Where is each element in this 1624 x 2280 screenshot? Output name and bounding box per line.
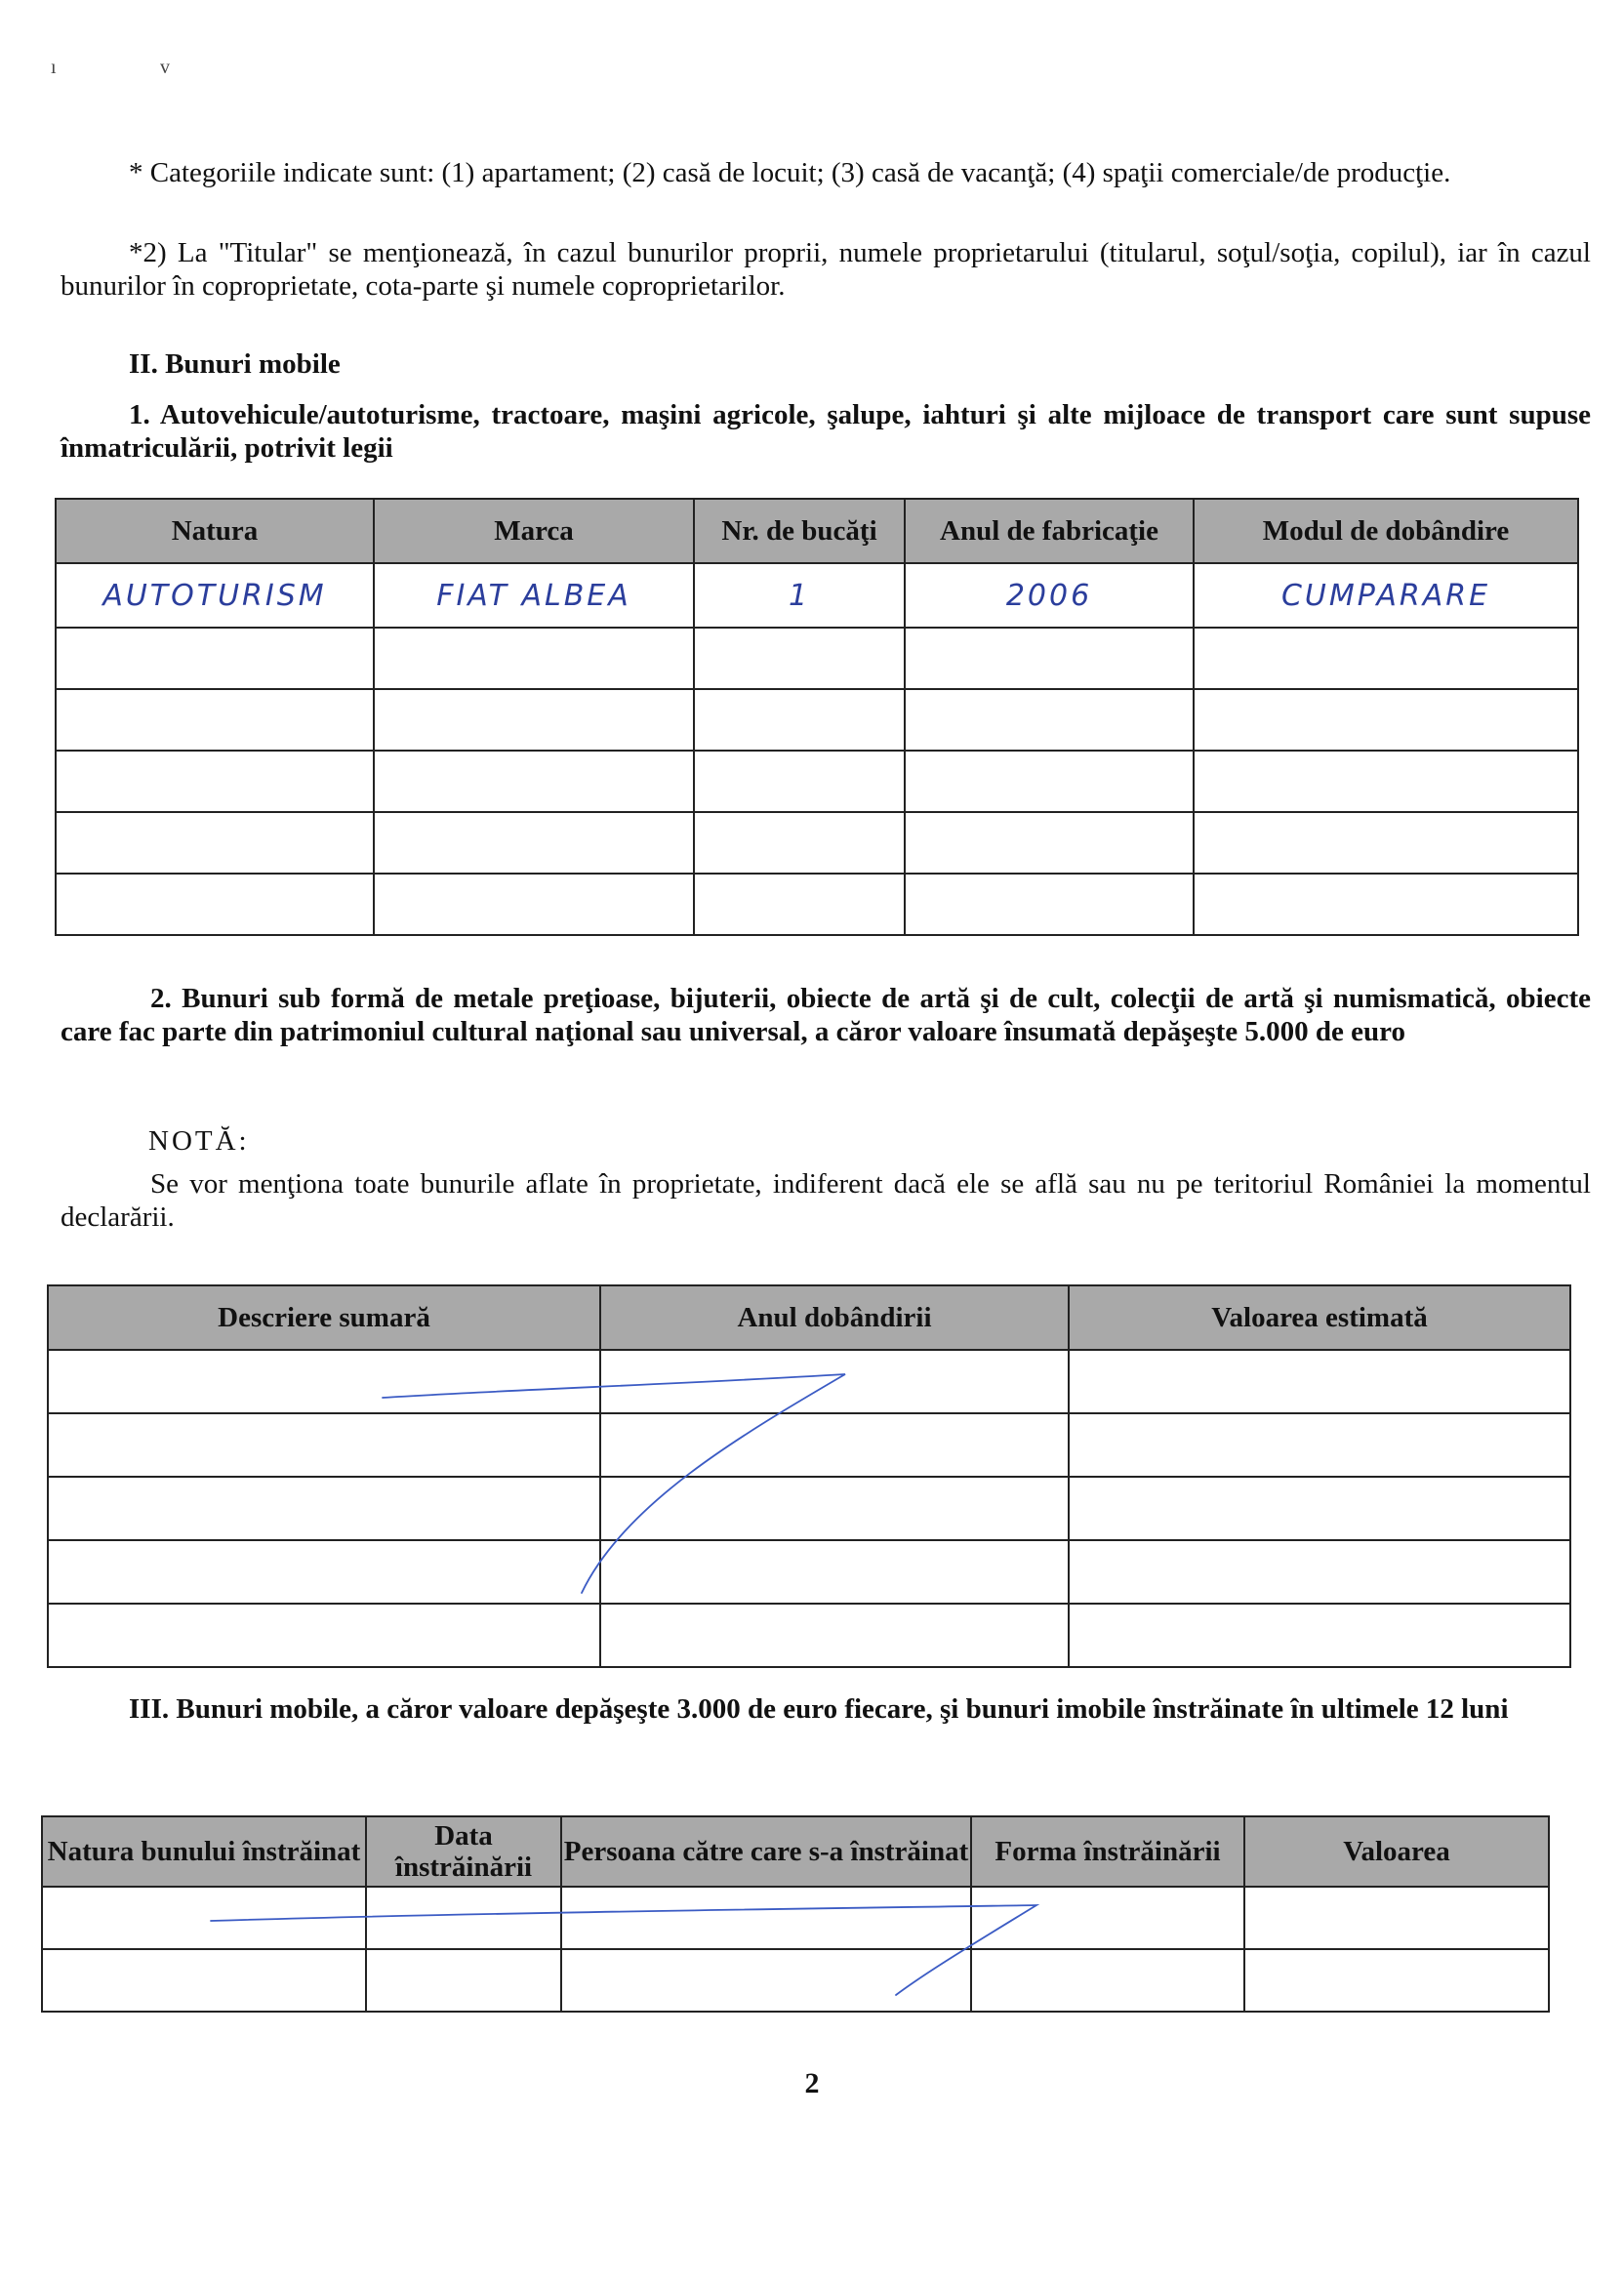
table-cell	[1069, 1604, 1570, 1667]
table-row	[48, 1540, 1570, 1604]
table-cell	[56, 628, 374, 689]
table-cell	[56, 874, 374, 935]
col-persoana: Persoana către care s-a înstrăinat	[561, 1816, 971, 1887]
alienated-header-row	[42, 1816, 1549, 1887]
table-cell	[1194, 689, 1578, 751]
footnote-categories: * Categoriile indicate sunt: (1) apartament; (2) casă de locuit; (3) casă de vacanţă; (4) spaţii comerciale/de producţie.	[129, 157, 1451, 188]
nota-label: NOTĂ:	[148, 1125, 250, 1157]
table-cell	[905, 751, 1194, 812]
table-cell	[694, 812, 905, 874]
table-cell	[1194, 751, 1578, 812]
table-cell	[1069, 1413, 1570, 1477]
table-cell	[905, 874, 1194, 935]
table-row	[42, 1887, 1549, 1949]
table-row	[56, 751, 1578, 812]
vehicles-table	[55, 498, 1579, 936]
table-cell	[42, 1887, 366, 1949]
table-cell	[56, 751, 374, 812]
page-number: 2	[804, 2067, 820, 2099]
table-cell	[1194, 874, 1578, 935]
table-row	[48, 1350, 1570, 1413]
col-valoarea-estimata: Valoarea estimată	[1069, 1285, 1570, 1350]
table-cell	[971, 1887, 1244, 1949]
table-cell	[1244, 1887, 1549, 1949]
subsection-1-title: 1. Autovehicule/autoturisme, tractoare, maşini agricole, şalupe, iahturi şi alte mijloace de transport care sunt supuse înmatriculării, potrivit legii	[61, 399, 1591, 464]
table-cell	[42, 1949, 366, 2012]
table-cell	[48, 1413, 600, 1477]
table-cell	[48, 1604, 600, 1667]
table-cell	[366, 1887, 561, 1949]
table-cell	[374, 874, 694, 935]
table-cell	[1194, 812, 1578, 874]
col-data-instrainarii: Data înstrăinării	[366, 1816, 561, 1887]
table-cell	[1244, 1949, 1549, 2012]
table-cell	[905, 689, 1194, 751]
table-cell	[1194, 628, 1578, 689]
section-iii-title: III. Bunuri mobile, a căror valoare depăşeşte 3.000 de euro fiecare, şi bunuri imobile înstrăinate în ultimele 12 luni	[129, 1693, 1509, 1725]
section-ii-title: II. Bunuri mobile	[129, 348, 341, 380]
table-cell	[561, 1949, 971, 2012]
table-cell	[600, 1413, 1069, 1477]
table-cell	[374, 812, 694, 874]
table-cell	[1069, 1477, 1570, 1540]
table-cell	[600, 1477, 1069, 1540]
table-cell	[374, 628, 694, 689]
table-cell	[48, 1477, 600, 1540]
table-row	[48, 1413, 1570, 1477]
table-row	[56, 812, 1578, 874]
cell-marca: FIAT ALBEA	[374, 563, 694, 628]
cell-natura: AUTOTURISM	[56, 563, 374, 628]
col-valoarea: Valoarea	[1244, 1816, 1549, 1887]
footnote-titular: *2) La "Titular" se menţionează, în cazul bunurilor proprii, numele proprietarului (titularul, soţul/soţia, copilul), iar în cazul bunurilor în coproprietate, cota-parte şi numele coproprietarilor.	[61, 237, 1591, 302]
table-cell	[971, 1949, 1244, 2012]
table-cell	[905, 628, 1194, 689]
table-cell	[600, 1540, 1069, 1604]
valuables-header-row	[48, 1285, 1570, 1350]
col-forma-instrainarii: Forma înstrăinării	[971, 1816, 1244, 1887]
table-cell	[600, 1604, 1069, 1667]
col-descriere-sumara: Descriere sumară	[48, 1285, 600, 1350]
table-row	[56, 689, 1578, 751]
nota-text: Se vor menţiona toate bunurile aflate în proprietate, indiferent dacă ele se află sau nu pe teritoriul României la momentul declarării.	[61, 1168, 1591, 1233]
subsection-2-title: 2. Bunuri sub formă de metale preţioase, bijuterii, obiecte de artă şi de cult, colecţii de artă şi numismatică, obiecte care fac parte din patrimoniul cultural naţional sau universal, a căror valoare însumată depăşeşte 5.000 de euro	[61, 983, 1591, 1047]
table-row	[48, 1477, 1570, 1540]
table-cell	[1069, 1540, 1570, 1604]
col-marca: Marca	[374, 499, 694, 563]
cell-modul-dobandire: CUMPARARE	[1194, 563, 1578, 628]
valuables-table	[47, 1284, 1571, 1668]
col-natura-bunului: Natura bunului înstrăinat	[42, 1816, 366, 1887]
table-cell	[694, 874, 905, 935]
cell-anul-fabricatie: 2006	[905, 563, 1194, 628]
table-cell	[374, 751, 694, 812]
cell-nr-bucati: 1	[694, 563, 905, 628]
table-row	[56, 874, 1578, 935]
table-cell	[56, 689, 374, 751]
scan-mark-left: ı	[51, 57, 57, 78]
table-cell	[694, 689, 905, 751]
table-cell	[694, 751, 905, 812]
table-cell	[48, 1540, 600, 1604]
table-cell	[374, 689, 694, 751]
table-cell	[905, 812, 1194, 874]
table-cell	[1069, 1350, 1570, 1413]
col-modul-dobandire: Modul de dobândire	[1194, 499, 1578, 563]
table-cell	[694, 628, 905, 689]
col-anul-dobandirii: Anul dobândirii	[600, 1285, 1069, 1350]
table-cell	[48, 1350, 600, 1413]
table-cell	[600, 1350, 1069, 1413]
table-row	[48, 1604, 1570, 1667]
table-row	[42, 1949, 1549, 2012]
table-cell	[561, 1887, 971, 1949]
table-cell	[56, 812, 374, 874]
table-row	[56, 563, 1578, 628]
col-natura: Natura	[56, 499, 374, 563]
table-cell	[366, 1949, 561, 2012]
col-anul-fabricatie: Anul de fabricaţie	[905, 499, 1194, 563]
col-nr-bucati: Nr. de bucăţi	[694, 499, 905, 563]
vehicles-header-row	[56, 499, 1578, 563]
scan-mark-right: v	[160, 57, 170, 78]
alienated-assets-table	[41, 1815, 1550, 2013]
table-row	[56, 628, 1578, 689]
